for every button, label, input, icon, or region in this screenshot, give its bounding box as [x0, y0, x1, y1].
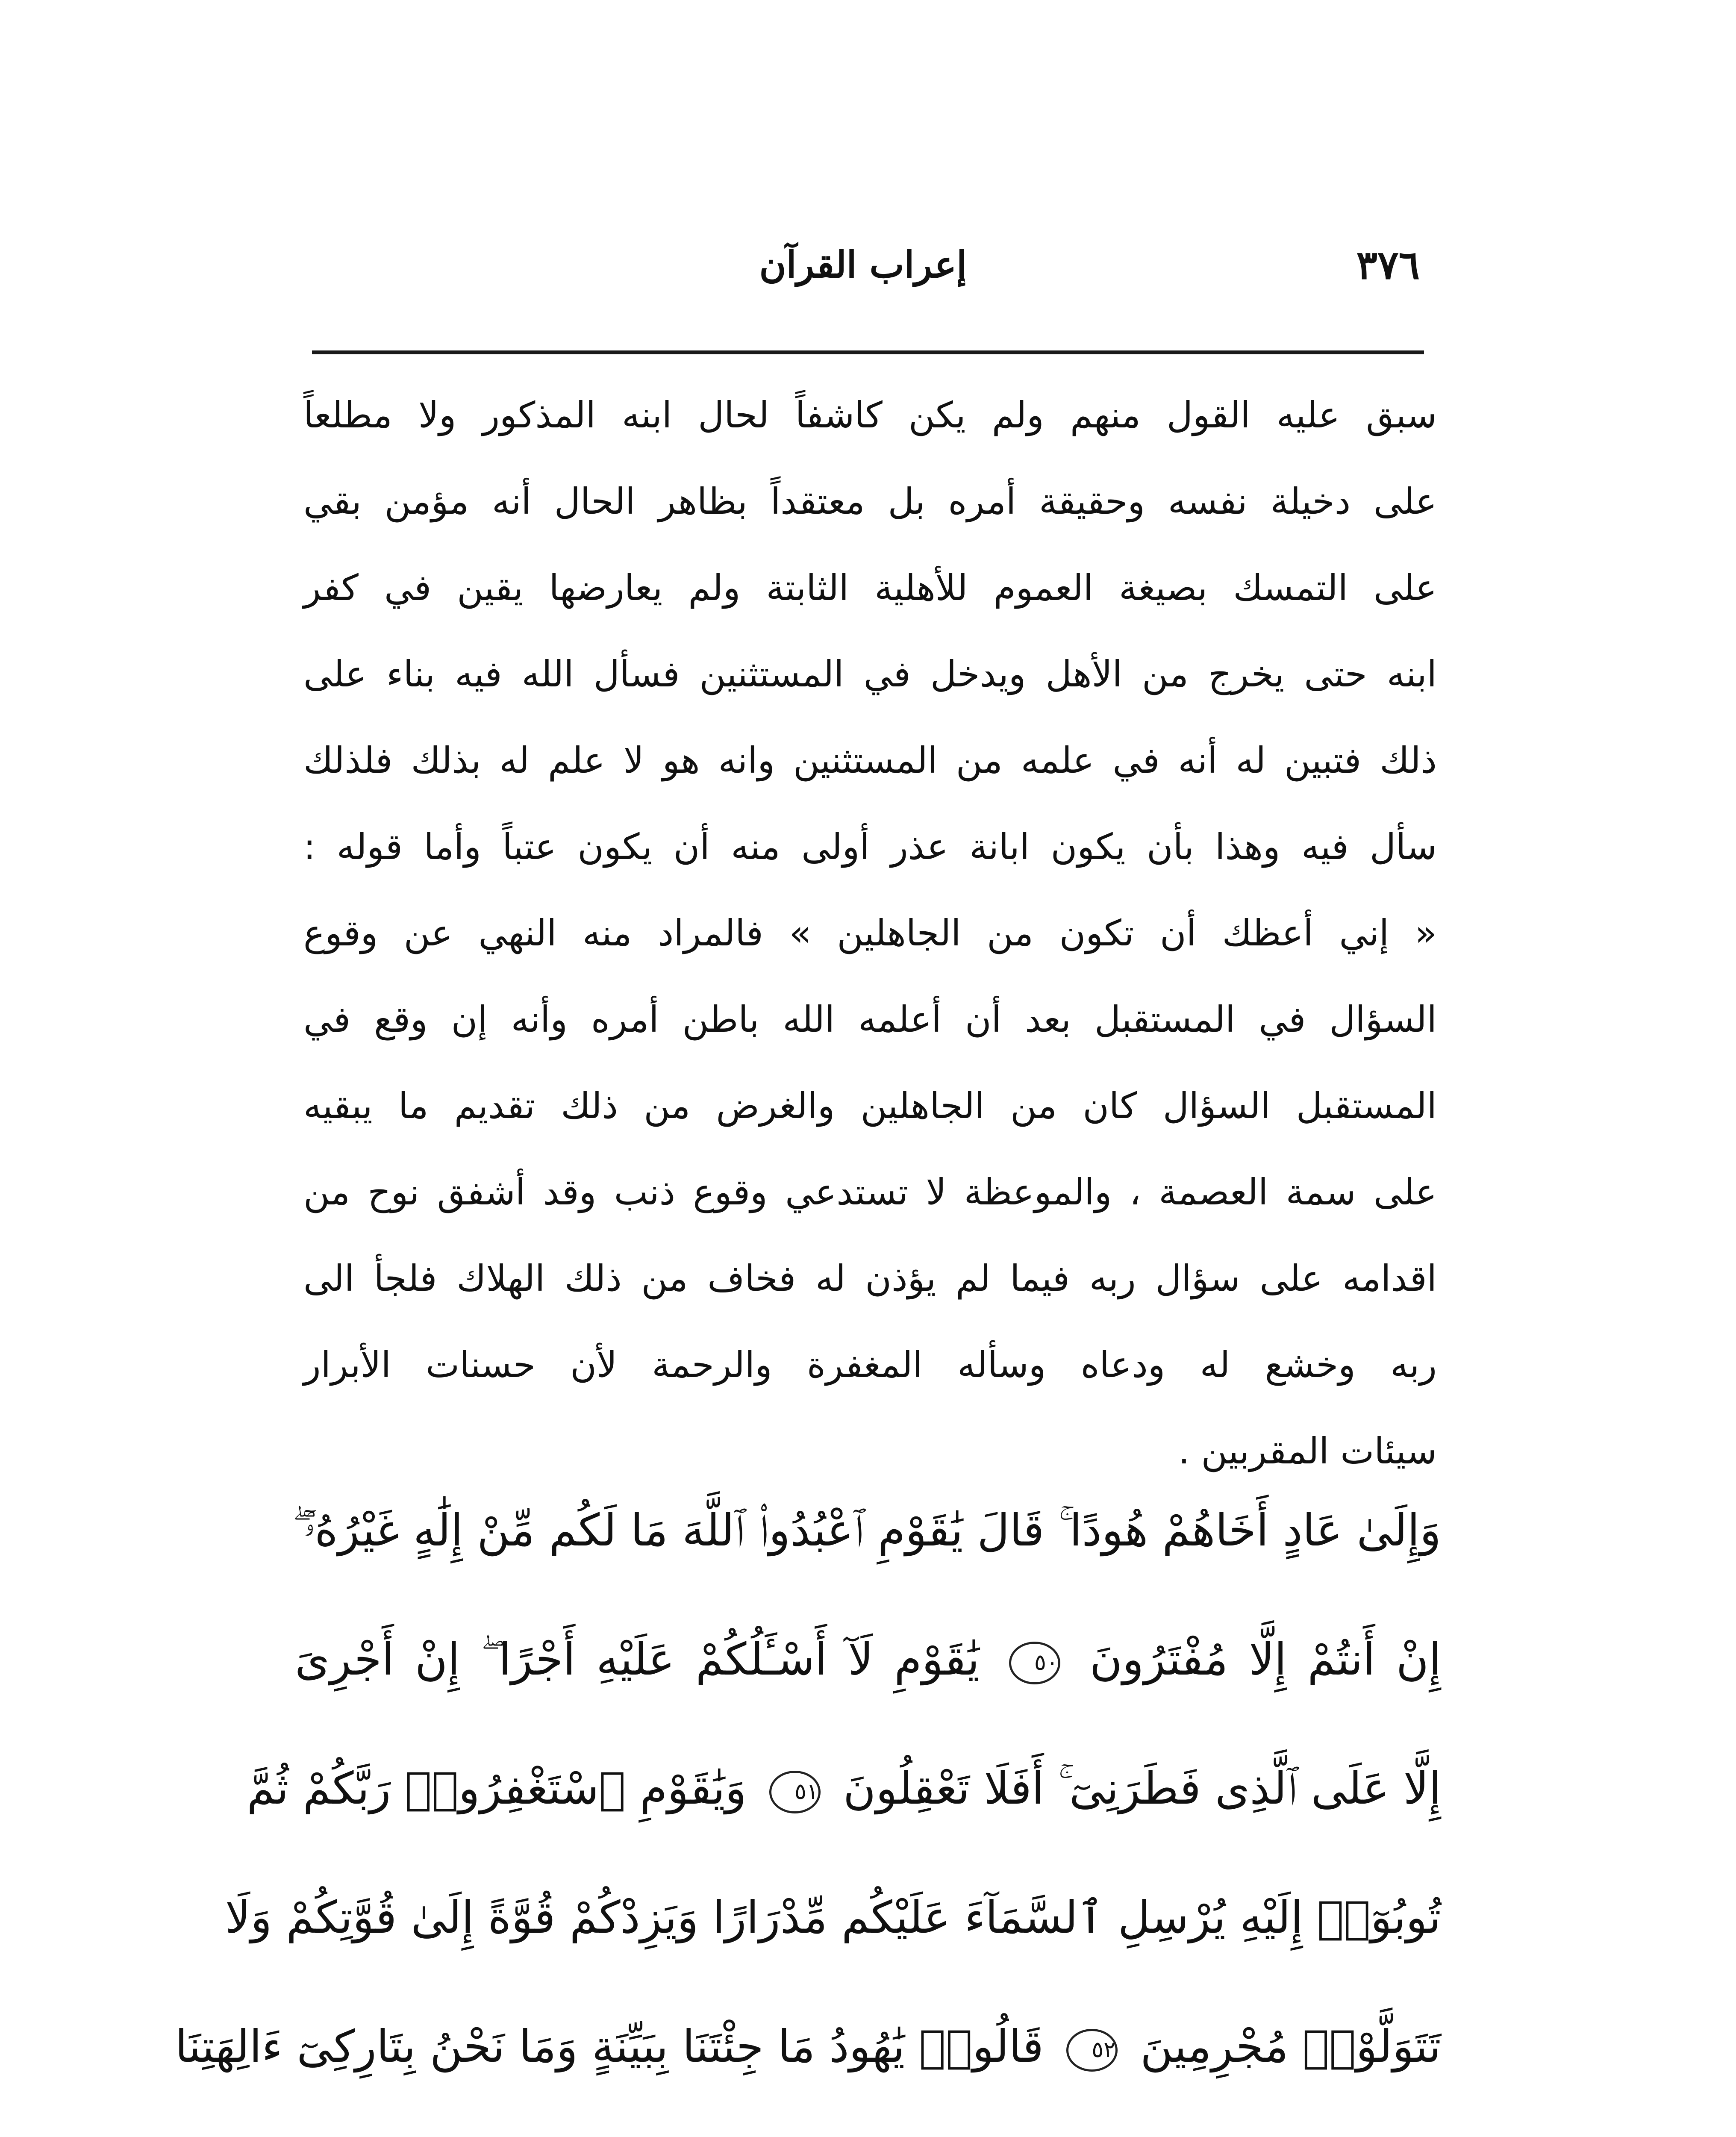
commentary-line: على سمة العصمة ، والموعظة لا تستدعي وقوع ذنب وقد أشفق نوح من [303, 1171, 1437, 1213]
verse-line [247, 1733, 1441, 1862]
ayah-number-marker: ٥١ [769, 1771, 821, 1813]
commentary-line: السؤال في المستقبل بعد أن أعلمه الله باطن أمره وأنه إن وقع في [303, 998, 1437, 1040]
commentary-line: ذلك فتبين له أنه في علمه من المستثنين وانه هو لا علم له بذلك فلذلك [303, 739, 1437, 781]
commentary-line: « إني أعظك أن تكون من الجاهلين » فالمراد منه النهي عن وقوع [303, 912, 1437, 954]
page-number: ٣٧٦ [1356, 242, 1420, 288]
verse-line [295, 1604, 1441, 1733]
verse-line [225, 1862, 1441, 1991]
verse-line [175, 1991, 1441, 2120]
verse-line [292, 1475, 1441, 1604]
commentary-line: سبق عليه القول منهم ولم يكن كاشفاً لحال ابنه المذكور ولا مطلعاً [303, 394, 1437, 436]
verse-text: إِنْ أَنتُمْ إِلَّا مُفْتَرُونَ [1089, 1633, 1441, 1685]
verse-text: إِلَّا عَلَى ٱلَّذِى فَطَرَنِىٓ ۚ أَفَلَا تَعْقِلُونَ [843, 1762, 1441, 1814]
commentary-line: ابنه حتى يخرج من الأهل ويدخل في المستثنين فسأل الله فيه بناء على [303, 653, 1437, 695]
verse-text: تَتَوَلَّوْا۟ مُجْرِمِينَ [1140, 2020, 1441, 2072]
ayah-number-marker: ٥٢ [1066, 2029, 1118, 2072]
verse-text: وَيَٰقَوْمِ ٱسْتَغْفِرُوا۟ رَبَّكُمْ ثُمَّ [247, 1762, 747, 1814]
commentary-line: المستقبل السؤال كان من الجاهلين والغرض من ذلك تقديم ما يبقيه [303, 1085, 1437, 1127]
commentary-line: على دخيلة نفسه وحقيقة أمره بل معتقداً بظاهر الحال أنه مؤمن بقي [303, 480, 1437, 522]
commentary-text [303, 372, 1437, 1494]
quran-verses [175, 1475, 1441, 2120]
commentary-line: ربه وخشع له ودعاه وسأله المغفرة والرحمة لأن حسنات الأبرار [303, 1344, 1437, 1386]
commentary-line: اقدامه على سؤال ربه فيما لم يؤذن له فخاف من ذلك الهلاك فلجأ الى [303, 1257, 1437, 1299]
commentary-line: سأل فيه وهذا بأن يكون ابانة عذر أولى منه أن يكون عتباً وأما قوله : [303, 826, 1437, 868]
page-header [312, 239, 1424, 295]
ayah-number-marker: ٥٠ [1009, 1642, 1060, 1684]
verse-text: وَإِلَىٰ عَادٍ أَخَاهُمْ هُودًا ۚ قَالَ يَٰقَوْمِ ٱعْبُدُوا۟ ٱللَّهَ مَا لَكُم مِّنْ إِلَٰهٍ غَيْرُهُۥٓ ۖ [292, 1504, 1441, 1556]
commentary-line: على التمسك بصيغة العموم للأهلية الثابتة ولم يعارضها يقين في كفر [303, 567, 1437, 609]
verse-text: قَالُوا۟ يَٰهُودُ مَا جِئْتَنَا بِبَيِّنَةٍ وَمَا نَحْنُ بِتَارِكِىٓ ءَالِهَتِنَا [175, 2020, 1044, 2072]
verse-text: تُوبُوٓا۟ إِلَيْهِ يُرْسِلِ ٱلسَّمَآءَ عَلَيْكُم مِّدْرَارًا وَيَزِدْكُمْ قُوَّةً إِلَىٰ قُوَّتِكُمْ وَلَا [225, 1891, 1441, 1943]
header-rule [312, 350, 1424, 354]
commentary-line: سيئات المقربين . [1178, 1430, 1437, 1472]
verse-text: يَٰقَوْمِ لَآ أَسْـَٔلُكُمْ عَلَيْهِ أَجْرًا ۖ إِنْ أَجْرِىَ [295, 1633, 980, 1685]
running-title: إعراب القرآن [759, 243, 967, 286]
